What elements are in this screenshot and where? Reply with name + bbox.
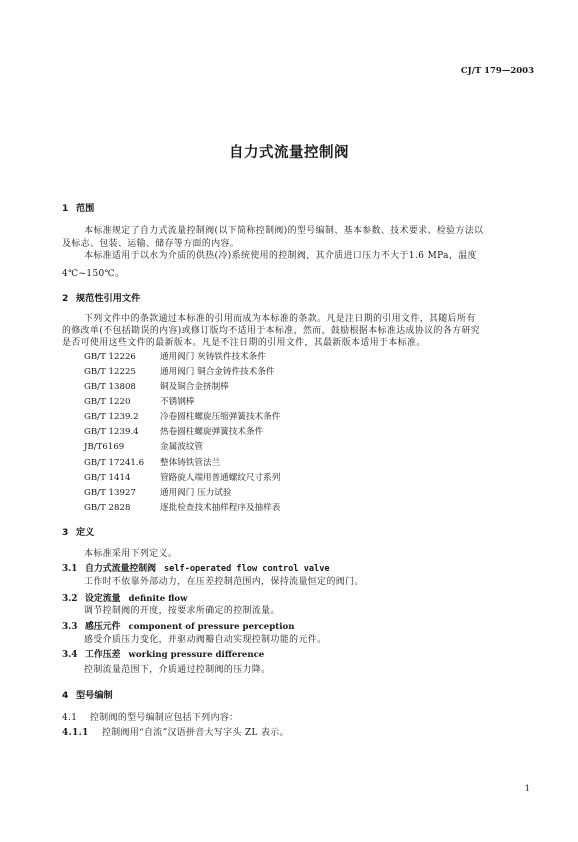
reference-code: GB/T 1414 <box>84 473 131 483</box>
section-heading-scope <box>62 200 94 214</box>
clause-number: 4.1 <box>62 713 78 723</box>
section-heading-definitions <box>62 524 94 538</box>
reference-title: 管路旋人端用普通螺纹尺寸系列 <box>160 473 281 483</box>
section-number: 1 <box>62 203 69 214</box>
section-number: 3 <box>62 527 69 538</box>
section-heading-model-designation <box>62 687 113 701</box>
term-english: definite flow <box>128 594 188 604</box>
reference-title: 逐批检查技术抽样程序及抽样表 <box>160 503 281 513</box>
reference-item <box>84 440 203 452</box>
paragraph-line: 下列文件中的条款通过本标准的引用而成为本标准的条款。凡是注日期的引用文件，其随后所有 <box>84 314 476 324</box>
section-title: 型号编制 <box>76 690 113 701</box>
section-heading-normative-references <box>62 290 140 304</box>
section-title: 规范性引用文件 <box>76 293 141 304</box>
section-title: 范围 <box>76 203 95 214</box>
reference-code: GB/T 1239.4 <box>84 427 139 437</box>
term-english: self-operated flow control valve <box>164 564 330 574</box>
section-number: 2 <box>62 293 69 304</box>
reference-item <box>84 395 194 407</box>
reference-code: GB/T 1239.2 <box>84 412 139 422</box>
term-english: component of pressure perception <box>128 622 295 632</box>
term-english: working pressure difference <box>128 650 265 660</box>
term-definition: 感受介质压力变化，并驱动阀瓣自动实现控制功能的元件。 <box>84 635 327 645</box>
term-number: 3.1 <box>62 564 78 574</box>
reference-title: 不锈钢棒 <box>160 397 195 407</box>
reference-title: 整体铸铁管法兰 <box>160 458 221 468</box>
reference-item <box>84 471 280 483</box>
reference-item <box>84 456 220 468</box>
document-code: CJ/T 179—2003 <box>460 66 534 76</box>
reference-title: 冷卷圆柱螺旋压缩弹簧技术条件 <box>160 412 281 422</box>
clause-item <box>62 710 238 723</box>
term-heading <box>62 561 330 574</box>
clause-item <box>62 725 289 738</box>
reference-item <box>84 425 263 437</box>
reference-code: GB/T 1220 <box>84 397 131 407</box>
reference-item <box>84 501 280 513</box>
clause-text: 控制阀的型号编制应包括下列内容： <box>90 713 239 723</box>
reference-code: GB/T 2828 <box>84 503 131 513</box>
clause-number: 4.1.1 <box>62 728 89 738</box>
reference-title: 铜及铜合金挤制棒 <box>160 382 229 392</box>
term-number: 3.2 <box>62 594 78 604</box>
paragraph-line: 是否可使用这些文件的最新版本。凡是不注日期的引用文件，其最新版本适用于本标准。 <box>62 338 426 348</box>
section-title: 定义 <box>76 527 95 538</box>
section-number: 4 <box>62 690 69 701</box>
term-chinese: 工作压差 <box>85 650 121 660</box>
reference-title: 热卷圆柱螺旋弹簧技术条件 <box>160 427 264 437</box>
reference-code: GB/T 13808 <box>84 382 136 392</box>
reference-code: GB/T 12225 <box>84 367 136 377</box>
term-chinese: 感压元件 <box>85 622 121 632</box>
term-definition: 工作时不依靠外部动力，在压差控制范围内，保持流量恒定的阀门。 <box>84 577 364 587</box>
reference-item <box>84 486 231 498</box>
term-chinese: 设定流量 <box>85 594 121 604</box>
term-definition: 控制流量范围下，介质通过控制阀的压力降。 <box>84 665 271 675</box>
term-number: 3.3 <box>62 622 78 632</box>
reference-code: GB/T 12226 <box>84 352 136 362</box>
paragraph-line: 本标准采用下列定义。 <box>84 549 178 559</box>
paragraph-line: 本标准适用于以水为介质的供热(冷)系统使用的控制阀，其介质进口压力不大于1.6 MPa，温度 <box>84 251 477 261</box>
term-heading <box>62 619 295 632</box>
reference-title: 通用阀门 铜合金铸件技术条件 <box>160 367 275 377</box>
reference-item <box>84 365 274 377</box>
reference-item <box>84 410 280 422</box>
paragraph-line: 4℃~150℃。 <box>62 269 125 279</box>
reference-item <box>84 380 229 392</box>
term-number: 3.4 <box>62 650 78 660</box>
term-chinese: 自力式流量控制阀 <box>85 564 156 574</box>
term-heading <box>62 647 264 660</box>
reference-title: 通用阀门 压力试验 <box>160 488 232 498</box>
paragraph-line: 及标志、包装、运输、储存等方面的内容。 <box>62 239 240 249</box>
page-number: 1 <box>524 784 530 794</box>
reference-code: GB/T 13927 <box>84 488 136 498</box>
reference-title: 通用阀门 灰铸铁件技术条件 <box>160 352 266 362</box>
document-title: 自力式流量控制阀 <box>229 145 349 161</box>
reference-title: 金属波纹管 <box>160 442 203 452</box>
paragraph-line: 的修改单(不包括勘误的内容)或修订版均不适用于本标准，然而，鼓励根据本标准达成协议的各方研究 <box>62 326 481 336</box>
reference-code: JB/T6169 <box>84 442 125 452</box>
reference-code: GB/T 17241.6 <box>84 458 145 468</box>
term-definition: 调节控制阀的开度，按要求所确定的控制流量。 <box>84 606 280 616</box>
paragraph-line: 本标准规定了自力式流量控制阀(以下简称控制阀)的型号编制、基本参数、技术要求、检验方法以 <box>84 226 484 236</box>
reference-item <box>84 350 266 362</box>
clause-text: 控制阀用“自流”汉语拼音大写字头 ZL 表示。 <box>102 728 289 738</box>
